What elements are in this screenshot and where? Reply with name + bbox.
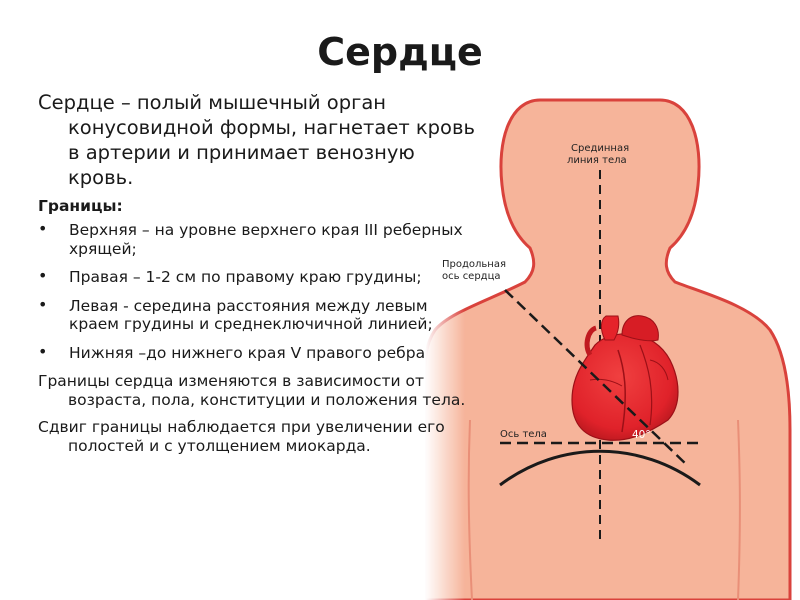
list-item	[38, 268, 478, 287]
list-item-text: Левая - середина расстояния между левым краем грудины и среднеключичной линией;	[69, 296, 433, 333]
borders-heading: Границы:	[38, 197, 123, 215]
list-item-text: Правая – 1-2 см по правому краю грудины;	[69, 268, 422, 286]
note-paragraph-2: Сдвиг границы наблюдается при увеличении его полостей и с утолщением миокарда.	[38, 418, 445, 455]
slide-title: Сердце	[317, 30, 483, 74]
label-body-axis: Ось тела	[500, 429, 547, 440]
list-item	[38, 221, 478, 258]
bullet-marker: •	[38, 219, 48, 238]
bullet-marker: •	[38, 266, 48, 285]
intro-paragraph: Сердце – полый мышечный орган конусовидной формы, нагнетает кровь в артерии и принимает венозную кровь.	[38, 91, 475, 189]
bullet-marker: •	[38, 294, 48, 314]
torso-illustration	[425, 92, 800, 600]
label-heart-axis: Продольная	[442, 259, 506, 270]
list-item	[38, 294, 478, 334]
bullet-marker: •	[38, 341, 48, 361]
label-midline-2: линия тела	[567, 155, 627, 166]
list-item-text: Нижняя –до нижнего края V правого ребра	[69, 343, 426, 362]
label-heart-axis-2: ось сердца	[442, 271, 501, 282]
note-paragraph-1: Границы сердца изменяются в зависимости от возраста, пола, конституции и положения тела.	[38, 372, 466, 409]
list-item	[38, 341, 478, 363]
slide-body	[38, 90, 478, 464]
label-angle: 40°	[632, 429, 651, 441]
borders-list	[38, 221, 478, 362]
label-midline: Срединная	[571, 143, 630, 154]
list-item-text: Верхняя – на уровне верхнего края III реберных хрящей;	[69, 221, 463, 258]
